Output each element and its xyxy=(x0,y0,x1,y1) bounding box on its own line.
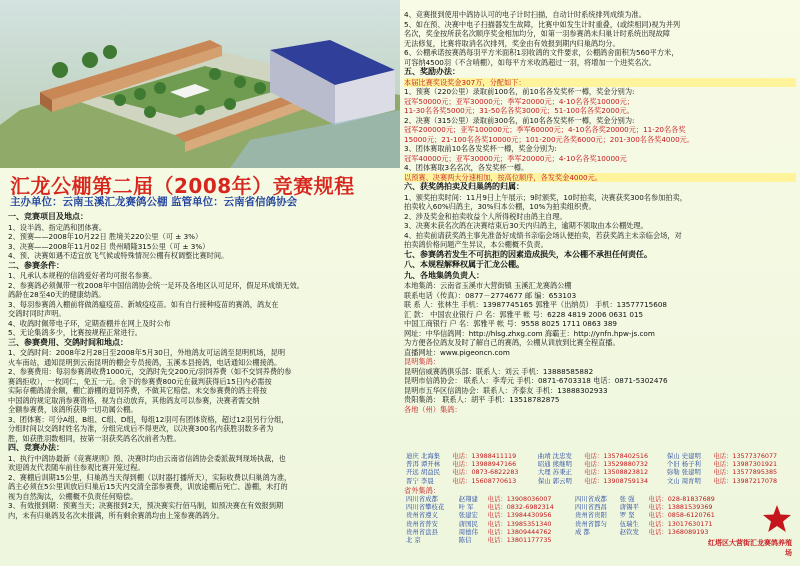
table-cell: 迪庆 北海集 xyxy=(406,452,440,460)
text-line: 各地（州）集鸽： xyxy=(404,404,462,414)
table-cell: 贵州省普安 xyxy=(406,519,438,528)
text-line: 七、参赛鸽若发生不可抗拒的因素造成损失，本公棚不承担任何责任。 xyxy=(404,249,652,259)
text-line: 冠军40000元；亚军30000元；季军20000元；4-10名各奖10000元 xyxy=(404,153,627,163)
text-line: 4、拍卖前请获奖鸽主事先准备好成绩书亲临会场认便拍卖，若获奖鸽主未亲临会场，对 xyxy=(404,230,682,240)
table-cell: 大理 苏秉正 xyxy=(537,468,572,477)
table-cell: 晋宁 李晨 xyxy=(406,476,434,485)
table-cell: 唐国民 xyxy=(458,519,478,528)
table-row xyxy=(404,460,794,468)
text-line: 1、执行中鸽协最新《竞赛规则》预、决赛时均由云南省信鸽协会委派裁判现场执裁，也 xyxy=(8,453,286,463)
text-line: 联系电话（传真）：0877－2774677 邮 编：653103 xyxy=(404,290,577,300)
text-line: 鸽主必须在5公里训放后归巢后15天内交清全部参赛费，训放途棚后死亡、游棚，未打的 xyxy=(8,482,288,491)
text-line: 2、参赛鸽必须佩带一枚2008年中国信鸽协会统一足环及各地区认可足环，假足环成绩无效。 xyxy=(8,280,304,290)
table-cell: 贵州省都匀 xyxy=(574,519,607,528)
text-line: 以预赛、决赛两大分速相加，按高位顺序，各发奖金4000元。 xyxy=(404,173,796,183)
text-line: 中国工商银行 户 名：郭雅平 帐 号：9558 8025 1711 0863 389 xyxy=(404,319,617,328)
table-cell: 张建宏 xyxy=(458,511,478,520)
text-line: 本届比赛奖设奖金307万，分配如下： xyxy=(404,78,796,88)
text-line: 网址：中华信鸽网：http://hlsg.zhxg.com 海霸王：http://ynfn.hpw-js.com xyxy=(404,328,655,338)
table-cell xyxy=(618,536,647,544)
text-line: 1、凡承认本规程的信鸽爱好者均可报名参赛。 xyxy=(8,271,157,280)
text-line: 全额参赛费，该鸽所获得一切功属公棚。 xyxy=(8,405,138,414)
table-cell: 四川省攀枝花 xyxy=(406,503,445,512)
text-line: 6、公棚承诺按赛鸽每羽平方米面积1羽收鸽的文件要求，公棚鸽舍面积为560平方米， xyxy=(404,48,679,57)
text-line: 分组时间以交鸽时姓名为准，分组完成后不得更改，以决赛300名内获胜羽数多者为 xyxy=(8,424,274,433)
text-line: 火车南站，通知昆明到云南昆明的棚会专员接鸽，玉溪本县接鸽，电话通知公棚接鸽。 xyxy=(8,357,282,367)
sponsor-line: 主办单位：云南玉溪汇龙赛鸽公棚 监管单位：云南省信鸽协会 xyxy=(10,196,298,208)
table-row xyxy=(404,477,794,485)
page-title: 汇龙公棚第二届（2008年）竞赛规程 xyxy=(10,174,355,198)
text-line: 2、参赛费用：每羽参赛鸽收费1000元，交鸽时先交200元/羽饲养费（如不交饲养费的参 xyxy=(8,367,292,376)
table-cell: 电话：13988411119 xyxy=(452,452,517,460)
table-cell: 唐锡平 xyxy=(619,503,639,512)
text-line: 交鸽时同时声明。 xyxy=(8,309,66,318)
text-line: 15000元；21-100名各奖10000元；101-200元各奖6000元；201-300名各奖4000元。 xyxy=(404,134,695,144)
text-line: 冠军50000元；亚军30000元；季军20000元；4-10名各奖10000元； xyxy=(404,96,634,106)
table-row xyxy=(404,536,734,544)
table-cell: 保山 史建明 xyxy=(666,452,701,460)
text-line: 无法修复，比赛将取消名次排列，奖金由有效报到期内归巢鸽均分。 xyxy=(404,38,620,48)
table-cell: 保山 郭云明 xyxy=(537,476,572,485)
text-line: 鸽龄在28至40天的健康幼鸽。 xyxy=(8,290,106,299)
outer-province-label: 省外集鸽： xyxy=(404,486,440,495)
table-cell: 周德伟 xyxy=(458,527,478,536)
text-line: 内，未有归巢鸽及名次未报满，所有剩余赛鸽均由上笼参赛鸽鸽分。 xyxy=(8,510,224,520)
table-cell: 电话：13577376077 xyxy=(713,452,778,460)
table-cell: 电话：15608770613 xyxy=(452,476,517,485)
text-line: 名次，奖金按所获名次顺序奖金相加均分，如第一羽参赛鸽未归巢计时系统出现故障 xyxy=(404,29,670,38)
text-line: 昆明集鸽： xyxy=(404,357,440,366)
text-line: 1、交鸽时间：2008年2月28日至2008年5月30日，外地鸽友可运鸽至昆明机场，昆明 xyxy=(8,348,286,357)
table-cell: 电话：1368089193 xyxy=(648,527,709,536)
table-row xyxy=(404,511,734,519)
text-line: 4、竞赛报到使用中鸽协认可的电子计时扫描，自动计时系统排列成绩为准。 xyxy=(404,10,646,19)
text-line: 本地集鸽：云南省玉溪市大营街镇 玉溪汇龙赛鸽公棚 xyxy=(404,281,572,290)
text-line: 3、每羽参赛鸽入棚前将做鸽瘟疫苗、新城疫疫苗。如有自行接种疫苗的赛鸽，鸽友在 xyxy=(8,299,279,309)
text-line: 赛鸽拒收），一枚同仁，免五一元。余下的参赛费800元在裁判获得后15日内必需按 xyxy=(8,376,272,386)
table-cell: 电话：13508823812 xyxy=(584,468,649,477)
table-cell: 电话：13578402516 xyxy=(584,452,649,460)
table-cell: 电话：13529880732 xyxy=(584,460,649,469)
table-cell: 赵翔建 xyxy=(458,495,478,503)
table-cell: 电话：13987217078 xyxy=(713,476,778,485)
table-cell: 电话：13987301921 xyxy=(713,460,778,469)
text-line: 直播网址：www.pigeoncn.com xyxy=(404,347,510,357)
table-row xyxy=(404,452,794,460)
table-cell: 普洱 谭开林 xyxy=(406,460,440,469)
text-line: 昆明信威赛鸽俱乐部：联系人：刘云 手机：13888585882 xyxy=(404,366,594,376)
table-cell: 贵州省贵阳 xyxy=(574,511,607,520)
table-cell: 电话：13908036007 xyxy=(487,495,552,503)
breeder-logo xyxy=(704,504,792,558)
table-row xyxy=(404,468,794,476)
outer-province-contacts-table xyxy=(404,495,734,544)
table-cell: 电话：13809444762 xyxy=(487,527,552,536)
text-line: 六、获奖鸽拍卖及归巢鸽的归属： xyxy=(404,182,524,191)
text-line: 四、竞赛办法： xyxy=(8,443,64,452)
text-line: 2、赛棚后训期15公里，归巢鸽当天得到棚（以时器打播所天），实际收费以归巢鸽为准， xyxy=(8,472,292,482)
text-line: 3、团体赛取前10名各发奖杯一樽，奖金分别为: xyxy=(404,144,557,153)
table-cell: 昭通 熊继明 xyxy=(537,460,572,469)
right-column xyxy=(404,10,796,414)
table-cell: 个旧 杨子利 xyxy=(666,460,701,469)
text-line: 二、参赛条件： xyxy=(8,260,64,270)
text-line: 1、颁奖拍卖时间：11月9日上午展示；9时颁奖，10时拍卖，决赛获奖300名参加拍卖， xyxy=(404,192,687,202)
table-cell: 电话：0873-6822283 xyxy=(452,468,519,477)
text-line: 3、决赛未获名次鸽在决赛结束后30天内归鸽主，逾期不领取由本公棚处理。 xyxy=(404,221,648,230)
table-cell: 电话：13908759134 xyxy=(584,476,649,485)
text-line: 一、竞赛项目及地点： xyxy=(8,212,88,221)
table-cell: 陈信 xyxy=(458,536,472,545)
text-line: 欢迎鸽友代表随车前往参观比赛开笼过程。 xyxy=(8,463,145,472)
regional-contacts-table xyxy=(404,452,794,485)
table-cell: 成 都 xyxy=(574,527,590,536)
text-line: 胜，如获胜羽数相同，按第一羽获奖鸽名次前者为胜。 xyxy=(8,433,181,443)
table-cell: 电话：0832-6982314 xyxy=(487,503,554,512)
text-line: 三、参赛费用、交鸽时间和地点： xyxy=(8,337,128,347)
red-star-icon xyxy=(762,504,792,534)
text-line: 中国鸽的规定取消参赛资格，视为自动放弃，其他鸽友可以参赛，决赛者需交纳 xyxy=(8,395,260,405)
text-line: 为方便各位鸽友及时了解自己的赛鸽，公棚从训放到比赛全程直播。 xyxy=(404,338,620,347)
text-line: 4、预、决赛如遇不适宜放飞气候或特殊情况公棚有权调整比赛时间。 xyxy=(8,251,229,260)
text-line: 2、预赛——2008年10月22日 胜境关220公里（可 ± 3%） xyxy=(8,232,203,241)
text-line: 2、涉及奖金和拍卖收益个人所得税时由鸽主自理。 xyxy=(404,211,567,221)
table-cell: 电话：13988947166 xyxy=(452,460,517,469)
text-line: 拍卖鸽价格问题产生异议，本公棚概不负责。 xyxy=(404,240,548,249)
table-cell: 电话：13017630171 xyxy=(648,519,713,528)
table-cell: 电话：0858-6120761 xyxy=(648,511,715,520)
text-line: 联 系 人：张林生 手机：13987745165 郭雅平（出纳员） 手机：13577715608 xyxy=(404,300,667,309)
breeder-logo-text: 红塔区大营街汇龙赛鸽养殖场 xyxy=(708,539,792,557)
table-cell: 四川省西昌 xyxy=(574,503,607,512)
text-line: 3、有效报到期：预赛当天；决赛报到2天，预决赛实行佰马制，如预决赛在有效报到期 xyxy=(8,501,284,510)
text-line: 冠军200000元；亚军100000元；季军60000元；4-10名各奖20000元；11-20名各奖 xyxy=(404,125,686,134)
text-line: 贵阳集鸽： 联系人：胡平 手机：13518782875 xyxy=(404,395,560,404)
table-cell: 电话：13801177735 xyxy=(487,536,552,545)
table-cell: 电话：13577895385 xyxy=(713,468,778,477)
text-line: 2、决赛（315公里）录取前300名，前10名各发奖杯一樽，奖金分别为: xyxy=(404,115,635,125)
text-line: 可容纳4500羽（不含哨棚），如每平方米收鸽超过一羽，将增加一个进奖名次。 xyxy=(404,57,656,67)
text-line: 实际存棚鸽清余额，棚亡游棚的退饲养费，不做其它赔偿。未交参赛费的鸽主将按 xyxy=(8,386,267,395)
table-cell: 开远 胡益民 xyxy=(406,468,440,477)
text-line: 五、奖励办法： xyxy=(404,67,460,76)
table-row xyxy=(404,528,734,536)
text-line: 3、决赛——2008年11月02日 贵州晴隆315公里（可 ± 3%） xyxy=(8,241,210,251)
table-row xyxy=(404,520,734,528)
text-line: 1、预赛（220公里）录取前100名，前10名各发奖杯一樽，奖金分别为: xyxy=(404,87,635,96)
table-cell: 四川省成都 xyxy=(406,495,438,503)
text-line: 汇 款： 中国农业银行 户 名：郭雅平 帐 号：6228 4819 2006 0631 015 xyxy=(404,309,644,319)
left-column xyxy=(8,212,400,520)
text-line: 视为自然淘汰，公棚概不负责任何赔偿。 xyxy=(8,491,138,501)
table-cell: 四川省成都 xyxy=(574,495,607,503)
text-line: 拍卖收入60%归鸽主，30%归本公棚，10%为拍卖组织费。 xyxy=(404,202,596,211)
table-cell: 电话：13881539369 xyxy=(648,503,713,512)
table-cell: 曲靖 沈忠发 xyxy=(537,452,572,460)
text-line: 昆明市五华区信鸽协会：联系人：齐泰友 手机：13888302933 xyxy=(404,385,608,395)
table-cell: 贵州省盘县 xyxy=(406,527,438,536)
table-cell: 弥勒 张建明 xyxy=(666,468,701,477)
text-line: 4、团体赛取3名名次，各发奖杯一樽。 xyxy=(404,163,529,172)
table-cell xyxy=(573,536,618,544)
text-line: 八、本规程解释权属于汇龙公棚。 xyxy=(404,260,524,269)
loft-aerial-view xyxy=(0,0,400,168)
table-cell: 文山 周育明 xyxy=(666,476,701,485)
table-cell: 电话：13985351340 xyxy=(487,519,552,528)
text-line: 11-30名各奖5000元；31-50名各奖3000元；51-100名各奖2000元。 xyxy=(404,106,634,115)
pigeon-loft-illustration xyxy=(0,0,400,168)
table-cell: 北 京 xyxy=(406,536,421,545)
table-cell: 电话：028-81837689 xyxy=(648,495,715,503)
text-line: 九、各地集鸽负责人： xyxy=(404,270,484,280)
text-line: 3、团体赛：可分A组、B组、C组、D组，每组12羽可有团体资格，超过12羽另行分组， xyxy=(8,414,289,424)
text-line: 5、如在预、决赛中电子扫描器发生故障，比赛中如发生计时重叠，(或续相同)视为并列 xyxy=(404,19,681,29)
text-line: 4、收鸽时佩带电子环，定期查棚并在网上及时公布 xyxy=(8,318,171,328)
table-row xyxy=(404,503,734,511)
table-row xyxy=(404,495,734,503)
table-cell: 叶 军 xyxy=(458,503,474,512)
table-cell: 电话：13984430956 xyxy=(487,511,552,520)
text-line: 1、设半鸽、指定鸽和团体赛。 xyxy=(8,222,107,232)
text-line: 昆明市信鸽协会： 联系人：李寿元 手机：0871-6703318 电话：0871-5302476 xyxy=(404,376,668,385)
table-cell: 张 强 xyxy=(619,495,635,503)
table-cell: 贵州省遵义 xyxy=(406,511,438,520)
table-cell: 赵钦发 xyxy=(619,527,639,536)
table-cell: 罗 坚 xyxy=(619,511,635,520)
text-line: 5、无论集鸽多少，比赛按规程正常进行。 xyxy=(8,328,142,337)
table-cell: 伍瑞生 xyxy=(619,519,639,528)
